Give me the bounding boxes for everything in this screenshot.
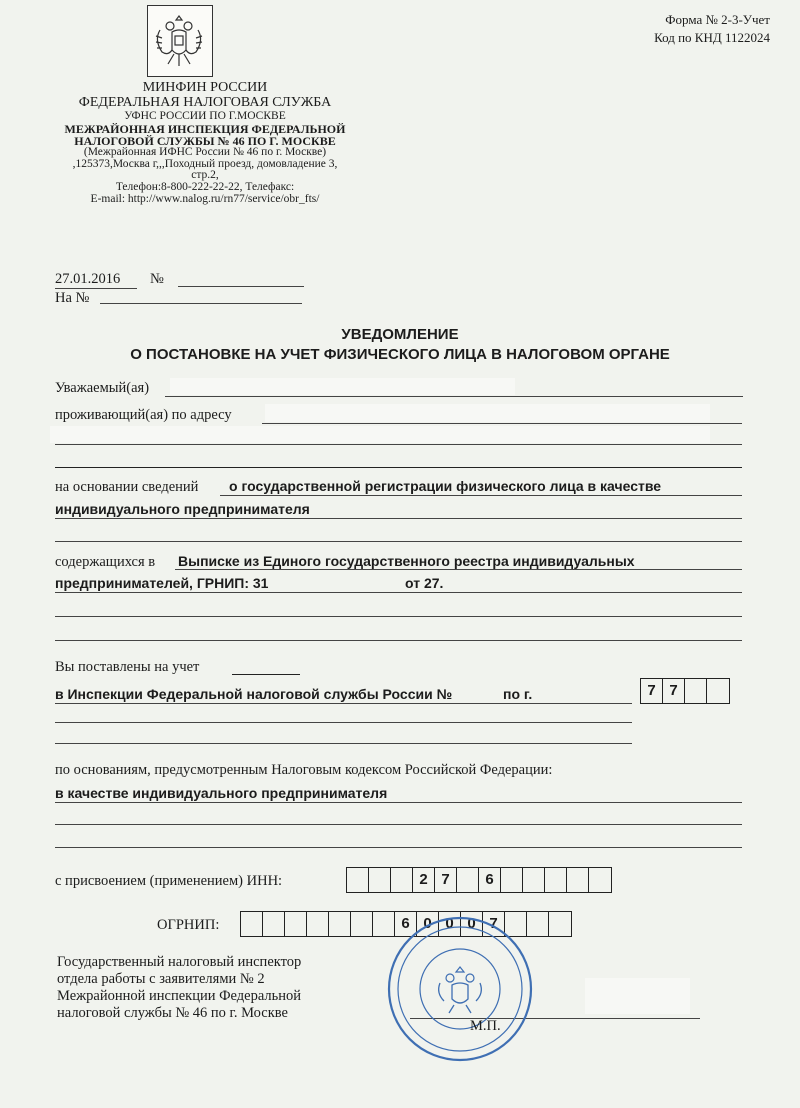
header-inspection-line1: МЕЖРАЙОННАЯ ИНСПЕКЦИЯ ФЕДЕРАЛЬНОЙ (64, 122, 346, 136)
contained-field-line-2 (55, 592, 742, 593)
on-number-label: На № (55, 290, 90, 306)
address-field-line-3 (55, 467, 742, 468)
address-label: проживающий(ая) по адресу (55, 407, 232, 423)
coat-of-arms-emblem (147, 5, 213, 77)
date-underline (55, 288, 137, 289)
inn-digit: 7 (435, 868, 457, 892)
inn-digit (501, 868, 523, 892)
inspection-field-line-3 (55, 743, 632, 744)
inspection-code-digit: 7 (641, 679, 663, 703)
document-subtitle: О ПОСТАНОВКЕ НА УЧЕТ ФИЗИЧЕСКОГО ЛИЦА В НАЛОГОВОМ ОРГАНЕ (130, 346, 670, 363)
basis-value-line2: индивидуального предпринимателя (55, 501, 310, 517)
contained-label: содержащихся в (55, 554, 156, 570)
inn-digit (567, 868, 589, 892)
form-name: Форма № 2-3-Учет (665, 12, 770, 27)
form-knd-code: Код по КНД 1122024 (654, 30, 770, 45)
signature-line4: налоговой службы № 46 по г. Москве (57, 1005, 288, 1021)
on-number-field-line (100, 303, 302, 304)
inn-digit (545, 868, 567, 892)
contained-value-line1: Выписке из Единого государственного реестра индивидуальных (178, 553, 635, 569)
inspection-field-line (55, 703, 632, 704)
redacted-name (170, 378, 515, 395)
header-ministry: МИНФИН РОССИИ (142, 80, 268, 95)
ogrnip-digit: 0 (461, 912, 483, 936)
document-date: 27.01.2016 (55, 271, 121, 287)
contained-field-line-3 (55, 616, 742, 617)
ogrnip-digit: 0 (439, 912, 461, 936)
header-inspection-line2: НАЛОГОВОЙ СЛУЖБЫ № 46 ПО Г. МОСКВЕ (74, 134, 336, 148)
dear-label: Уважаемый(ая) (55, 380, 150, 396)
ogrnip-digit (241, 912, 263, 936)
grounds-label: по основаниям, предусмотренным Налоговым кодексом Российской Федерации: (55, 762, 553, 778)
inspection-code-digit (685, 679, 707, 703)
redacted-address (265, 404, 710, 422)
ogrnip-digit (329, 912, 351, 936)
mp-label: М.П. (470, 1018, 501, 1034)
inn-digit: 6 (479, 868, 501, 892)
registered-date-line (232, 674, 300, 675)
contained-value-grnip: предпринимателей, ГРНИП: 31 (55, 575, 269, 591)
basis-label: на основании сведений (55, 479, 199, 495)
signature-line3: Межрайонной инспекции Федеральной (57, 988, 302, 1004)
registered-label: Вы поставлены на учет (55, 659, 200, 675)
grounds-value: в качестве индивидуального предпринимателя (55, 785, 388, 801)
address-field-line-2 (55, 444, 742, 445)
header-address-line1: ,125373,Москва г,,,Походный проезд, домовладение 3, (72, 158, 338, 170)
ogrnip-digit: 6 (395, 912, 417, 936)
inn-boxes (346, 867, 612, 893)
inn-digit: 2 (413, 868, 435, 892)
inn-label: с присвоением (применением) ИНН: (55, 873, 283, 889)
inspection-value: в Инспекции Федеральной налоговой службы России № (55, 686, 453, 702)
grounds-field-line-2 (55, 824, 742, 825)
inspection-city-label: по г. (503, 686, 533, 702)
inspection-code-digit (707, 679, 729, 703)
contained-value-date: от 27. (405, 575, 444, 591)
basis-value-line1: о государственной регистрации физического лица в качестве (229, 478, 662, 494)
ogrnip-digit (263, 912, 285, 936)
header-department: УФНС РОССИИ ПО Г.МОСКВЕ (124, 110, 286, 122)
header-email: E-mail: http://www.nalog.ru/rn77/service/obr_fts/ (90, 193, 320, 205)
header-short-name: (Межрайонная ИФНС России № 46 по г. Москве) (83, 146, 327, 158)
ogrnip-digit (549, 912, 571, 936)
inn-digit (523, 868, 545, 892)
header-service: ФЕДЕРАЛЬНАЯ НАЛОГОВАЯ СЛУЖБА (78, 95, 332, 110)
number-label: № (150, 271, 164, 287)
basis-field-line (220, 495, 742, 496)
address-field-line (262, 423, 742, 424)
official-stamp (372, 915, 548, 1063)
basis-field-line-3 (55, 541, 742, 542)
inn-digit (589, 868, 611, 892)
inn-digit (369, 868, 391, 892)
inn-digit (457, 868, 479, 892)
ogrnip-digit (285, 912, 307, 936)
header-phone: Телефон:8-800-222-22-22, Телефакс: (115, 181, 295, 193)
inn-digit (347, 868, 369, 892)
inspection-code-boxes (640, 678, 730, 704)
signature-line1: Государственный налоговый инспектор (57, 954, 302, 970)
grounds-field-line-3 (55, 847, 742, 848)
inspection-field-line-2 (55, 722, 632, 723)
ogrnip-digit (307, 912, 329, 936)
header-address-line2: стр.2, (191, 169, 219, 181)
basis-field-line-2 (55, 518, 742, 519)
number-field-line (178, 286, 304, 287)
redacted-signature (585, 978, 690, 1014)
grounds-field-line (55, 802, 742, 803)
ogrnip-digit: 0 (417, 912, 439, 936)
ogrnip-digit: 7 (483, 912, 505, 936)
ogrnip-digit (351, 912, 373, 936)
stamp-seal-icon (372, 915, 548, 1063)
contained-field-line (175, 569, 742, 570)
contained-field-line-4 (55, 640, 742, 641)
document-title: УВЕДОМЛЕНИЕ (341, 326, 459, 343)
double-headed-eagle-icon (148, 6, 211, 75)
signature-line2: отдела работы с заявителями № 2 (57, 971, 265, 987)
ogrnip-label: ОГРНИП: (157, 917, 220, 933)
redacted-address-2 (50, 426, 710, 443)
name-field-line (165, 396, 743, 397)
inspection-code-digit: 7 (663, 679, 685, 703)
inn-digit (391, 868, 413, 892)
